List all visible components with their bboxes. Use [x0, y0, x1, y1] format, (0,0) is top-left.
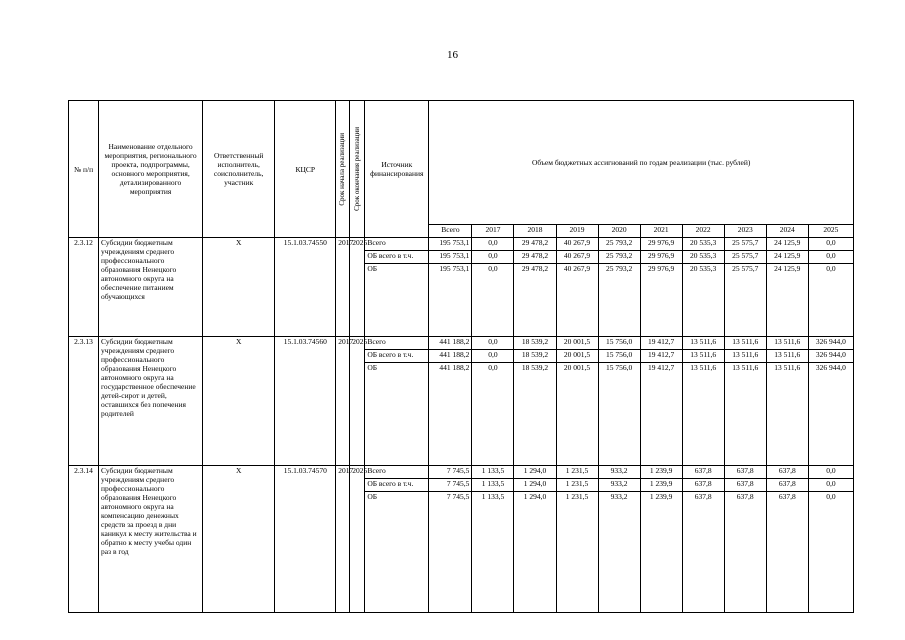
year-header: 2019 [556, 225, 598, 238]
row-end: 2025 [350, 466, 365, 613]
row-executor: Х [203, 466, 275, 613]
value-cell: 637,8 [682, 466, 724, 479]
value-cell: 18 539,2 [514, 350, 556, 363]
source-label: ОБ [365, 492, 429, 613]
year-header: 2017 [472, 225, 514, 238]
source-label: ОБ всего в т.ч. [365, 350, 429, 363]
value-cell: 1 239,9 [640, 479, 682, 492]
header-start [336, 101, 350, 238]
value-cell: 15 756,0 [598, 350, 640, 363]
value-cell: 441 188,2 [429, 350, 472, 363]
row-num: 2.3.14 [69, 466, 99, 613]
value-cell: 13 511,6 [682, 363, 724, 466]
value-cell: 933,2 [598, 479, 640, 492]
value-cell: 13 511,6 [724, 350, 766, 363]
value-cell: 25 793,2 [598, 264, 640, 337]
source-label: ОБ всего в т.ч. [365, 479, 429, 492]
value-cell: 637,8 [766, 492, 808, 613]
value-cell: 0,0 [808, 238, 853, 251]
value-cell: 20 001,5 [556, 363, 598, 466]
row-name: Субсидии бюджетным учреждениям среднего профессионального образования Ненецкого автономного округа на государственное обеспечение детей-сирот и детей, оставшихся без попечения родителей [99, 337, 203, 466]
value-cell: 933,2 [598, 492, 640, 613]
budget-table [68, 100, 854, 613]
value-cell: 40 267,9 [556, 238, 598, 251]
value-cell: 0,0 [808, 479, 853, 492]
header-num: № п/п [69, 101, 99, 238]
value-cell: 25 793,2 [598, 238, 640, 251]
value-cell: 29 976,9 [640, 238, 682, 251]
row-kcsr: 15.1.03.74560 [275, 337, 336, 466]
page-number: 16 [447, 49, 458, 61]
value-cell: 18 539,2 [514, 337, 556, 350]
value-cell: 29 478,2 [514, 238, 556, 251]
header-end-text: Срок окончания реализации [352, 127, 361, 211]
value-cell: 40 267,9 [556, 264, 598, 337]
value-cell: 7 745,5 [429, 492, 472, 613]
value-cell: 441 188,2 [429, 363, 472, 466]
value-cell: 1 294,0 [514, 492, 556, 613]
value-cell: 25 575,7 [724, 251, 766, 264]
row-start: 2017 [336, 466, 350, 613]
value-cell: 20 535,3 [682, 238, 724, 251]
value-cell: 20 001,5 [556, 337, 598, 350]
value-cell: 1 231,5 [556, 479, 598, 492]
header-source: Источник финансирования [365, 101, 429, 238]
value-cell: 0,0 [472, 363, 514, 466]
row-executor: Х [203, 337, 275, 466]
row-num: 2.3.13 [69, 337, 99, 466]
row-executor: Х [203, 238, 275, 337]
source-label: ОБ [365, 264, 429, 337]
value-cell: 0,0 [472, 350, 514, 363]
row-kcsr: 15.1.03.74570 [275, 466, 336, 613]
year-header: 2023 [724, 225, 766, 238]
value-cell: 13 511,6 [766, 350, 808, 363]
header-volume: Объем бюджетных ассигнований по годам реализации (тыс. рублей) [429, 101, 854, 225]
value-cell: 637,8 [724, 492, 766, 613]
value-cell: 637,8 [724, 479, 766, 492]
value-cell: 19 412,7 [640, 337, 682, 350]
value-cell: 19 412,7 [640, 363, 682, 466]
source-label: Всего [365, 238, 429, 251]
year-header: Всего [429, 225, 472, 238]
header-kcsr: КЦСР [275, 101, 336, 238]
value-cell: 25 793,2 [598, 251, 640, 264]
row-num: 2.3.12 [69, 238, 99, 337]
value-cell: 195 753,1 [429, 251, 472, 264]
header-start-text: Срок начала реализации [338, 132, 347, 206]
value-cell: 1 133,5 [472, 479, 514, 492]
value-cell: 441 188,2 [429, 337, 472, 350]
value-cell: 1 294,0 [514, 466, 556, 479]
value-cell: 25 575,7 [724, 264, 766, 337]
table-row [69, 337, 854, 350]
value-cell: 326 944,0 [808, 350, 853, 363]
value-cell: 13 511,6 [682, 337, 724, 350]
value-cell: 637,8 [724, 466, 766, 479]
value-cell: 29 478,2 [514, 264, 556, 337]
value-cell: 637,8 [682, 479, 724, 492]
header-end [350, 101, 365, 238]
value-cell: 0,0 [808, 251, 853, 264]
value-cell: 13 511,6 [766, 337, 808, 350]
value-cell: 195 753,1 [429, 264, 472, 337]
year-header: 2022 [682, 225, 724, 238]
table-row [69, 466, 854, 479]
value-cell: 1 239,9 [640, 466, 682, 479]
value-cell: 1 294,0 [514, 479, 556, 492]
value-cell: 20 001,5 [556, 350, 598, 363]
source-label: ОБ [365, 363, 429, 466]
value-cell: 0,0 [808, 264, 853, 337]
row-kcsr: 15.1.03.74550 [275, 238, 336, 337]
year-header: 2024 [766, 225, 808, 238]
value-cell: 1 133,5 [472, 492, 514, 613]
year-header: 2021 [640, 225, 682, 238]
value-cell: 13 511,6 [682, 350, 724, 363]
value-cell: 326 944,0 [808, 363, 853, 466]
value-cell: 195 753,1 [429, 238, 472, 251]
year-header: 2020 [598, 225, 640, 238]
value-cell: 7 745,5 [429, 466, 472, 479]
year-header: 2018 [514, 225, 556, 238]
table-body [69, 238, 854, 613]
header-executor: Ответственный исполнитель, соисполнитель, участник [203, 101, 275, 238]
value-cell: 637,8 [766, 466, 808, 479]
value-cell: 0,0 [472, 264, 514, 337]
value-cell: 1 239,9 [640, 492, 682, 613]
value-cell: 326 944,0 [808, 337, 853, 350]
value-cell: 13 511,6 [724, 363, 766, 466]
value-cell: 20 535,3 [682, 264, 724, 337]
value-cell: 15 756,0 [598, 337, 640, 350]
value-cell: 29 478,2 [514, 251, 556, 264]
value-cell: 25 575,7 [724, 238, 766, 251]
value-cell: 0,0 [808, 492, 853, 613]
value-cell: 7 745,5 [429, 479, 472, 492]
value-cell: 0,0 [472, 238, 514, 251]
value-cell: 0,0 [472, 337, 514, 350]
source-label: Всего [365, 466, 429, 479]
value-cell: 24 125,9 [766, 264, 808, 337]
value-cell: 933,2 [598, 466, 640, 479]
value-cell: 637,8 [766, 479, 808, 492]
value-cell: 1 231,5 [556, 466, 598, 479]
value-cell: 15 756,0 [598, 363, 640, 466]
value-cell: 19 412,7 [640, 350, 682, 363]
value-cell: 20 535,3 [682, 251, 724, 264]
source-label: Всего [365, 337, 429, 350]
year-header: 2025 [808, 225, 853, 238]
value-cell: 1 231,5 [556, 492, 598, 613]
value-cell: 29 976,9 [640, 251, 682, 264]
value-cell: 24 125,9 [766, 238, 808, 251]
source-label: ОБ всего в т.ч. [365, 251, 429, 264]
value-cell: 13 511,6 [724, 337, 766, 350]
row-name: Субсидии бюджетным учреждениям среднего профессионального образования Ненецкого автономного округа на обеспечение питанием обучающихся [99, 238, 203, 337]
row-end: 2025 [350, 337, 365, 466]
row-start: 2017 [336, 337, 350, 466]
value-cell: 40 267,9 [556, 251, 598, 264]
value-cell: 18 539,2 [514, 363, 556, 466]
header-name: Наименование отдельного мероприятия, регионального проекта, подпрограммы, основного мероприятия, детализированного мероприятия [99, 101, 203, 238]
value-cell: 0,0 [472, 251, 514, 264]
value-cell: 0,0 [808, 466, 853, 479]
row-start: 2017 [336, 238, 350, 337]
row-end: 2025 [350, 238, 365, 337]
table-row [69, 238, 854, 251]
value-cell: 29 976,9 [640, 264, 682, 337]
value-cell: 13 511,6 [766, 363, 808, 466]
value-cell: 24 125,9 [766, 251, 808, 264]
value-cell: 637,8 [682, 492, 724, 613]
row-name: Субсидии бюджетным учреждениям среднего профессионального образования Ненецкого автономного округа на компенсацию денежных средств за проезд в дни каникул к месту жительства и обратно к месту учебы один раз в год [99, 466, 203, 613]
value-cell: 1 133,5 [472, 466, 514, 479]
